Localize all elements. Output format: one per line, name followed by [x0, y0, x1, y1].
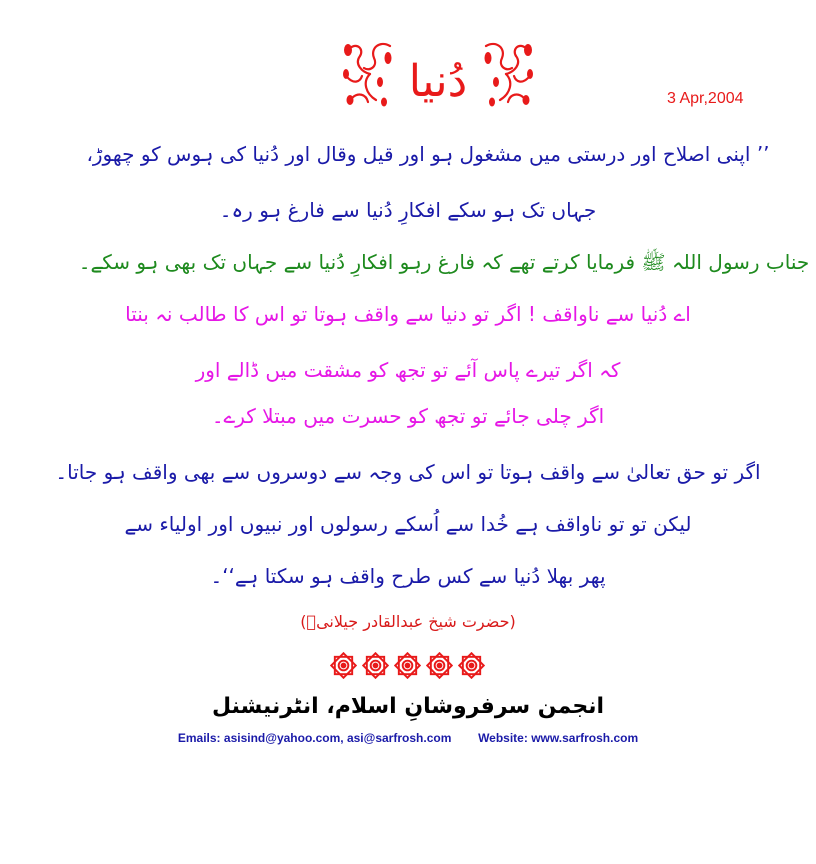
website-value[interactable]: www.sarfrosh.com: [531, 731, 639, 745]
quote-line-3: جناب رسول اللہ ﷺ فرمایا کرتے تھے کہ فارغ رہو افکارِ دُنیا سے جہاں تک بھی ہو سکے۔: [78, 250, 810, 274]
organization-name: انجمن سرفروشانِ اسلام، انٹرنیشنل: [211, 694, 604, 719]
quote-line-4: اے دُنیا سے ناواقف ! اگر تو دنیا سے واقف ہوتا تو اس کا طالب نہ بنتا: [125, 302, 691, 326]
eight-point-flower-icon: [458, 652, 485, 679]
title-block: [340, 38, 540, 118]
eight-point-flower-icon: [394, 652, 421, 679]
quote-line-7: اگر تو حق تعالیٰ سے واقف ہوتا تو اس کی وجہ سے دوسروں سے بھی واقف ہو جاتا۔: [55, 460, 761, 484]
eight-point-flower-icon: [362, 652, 389, 679]
quote-line-1: ’’ اپنی اصلاح اور درستی میں مشغول ہو اور قیل وقال اور دُنیا کی ہوس کو چھوڑ،: [86, 142, 770, 166]
eight-point-flower-icon: [426, 652, 453, 679]
quote-line-6: اگر چلی جائے تو تجھ کو حسرت میں مبتلا کرے۔: [211, 404, 605, 428]
contact-line: [0, 731, 816, 745]
page-title: دُنیا: [408, 56, 468, 107]
floral-ornament-right-icon: [480, 38, 536, 108]
quote-line-5: کہ اگر تیرے پاس آئے تو تجھ کو مشقت میں ڈالے اور: [195, 358, 621, 382]
flower-divider: [330, 652, 490, 680]
quote-line-8: لیکن تو تو ناواقف ہے خُدا سے اُسکے رسولوں اور نبیوں اور اولیاء سے: [124, 512, 692, 536]
date-label: 3 Apr,2004: [667, 90, 744, 107]
emails-label: Emails:: [177, 731, 221, 745]
emails-value[interactable]: asisind@yahoo.com, asi@sarfrosh.com: [223, 731, 452, 745]
website-label: Website:: [478, 731, 528, 745]
quote-line-2: جہاں تک ہو سکے افکارِ دُنیا سے فارغ ہو رہ۔: [219, 198, 597, 222]
quote-line-9: پھر بھلا دُنیا سے کس طرح واقف ہو سکتا ہے‘‘۔: [210, 564, 606, 588]
attribution: (حضرت شیخ عبدالقادر جیلانیؒ): [300, 612, 516, 631]
floral-ornament-left-icon: [340, 38, 396, 108]
eight-point-flower-icon: [330, 652, 357, 679]
